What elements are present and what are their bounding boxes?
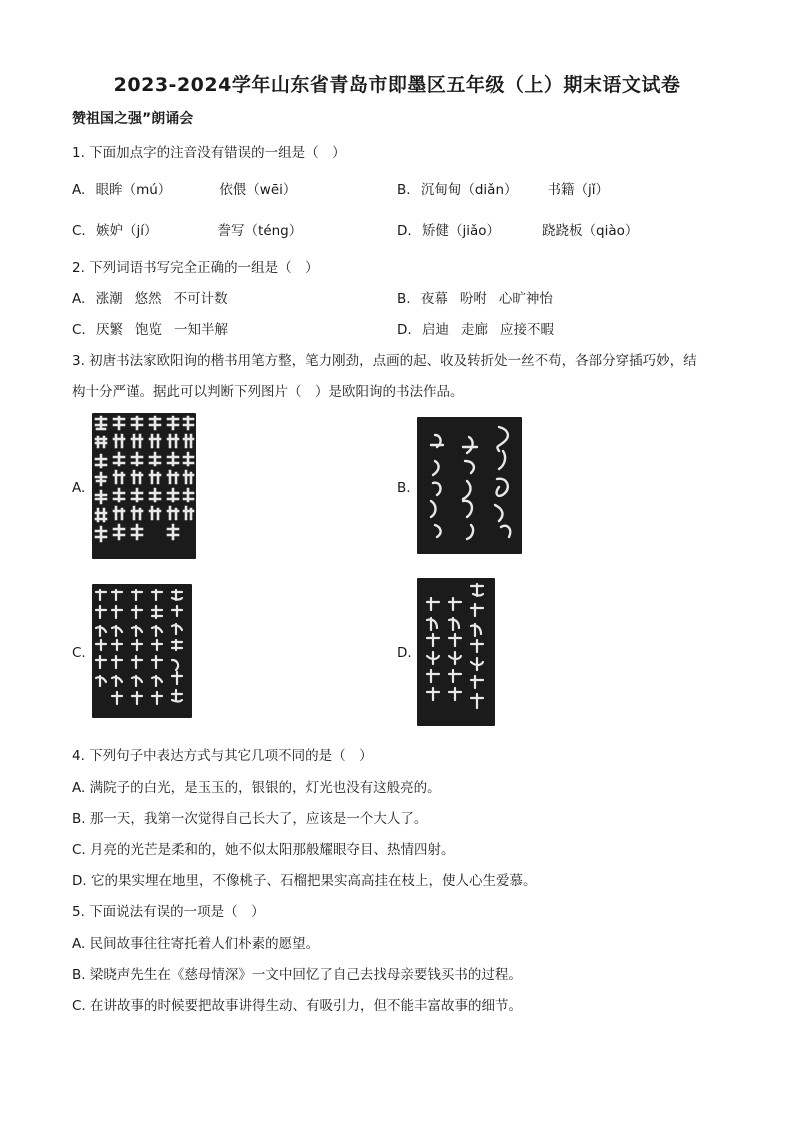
option-word: 一知半解 [174,322,229,338]
q5-option-a[interactable]: A. 民间故事往往寄托着人们朴素的愿望。 [72,936,320,952]
option-word: 心旷神怡 [498,291,553,307]
option-word: 誊写（téng） [217,223,303,239]
option-word: 矫健（jiǎo） [421,223,501,239]
option-letter: C. [72,322,86,338]
q5-option-b[interactable]: B. 梁晓声先生在《慈母情深》一文中回忆了自己去找母亲要钱买书的过程。 [72,967,522,983]
q2-stem: 2. 下列词语书写完全正确的一组是（ ） [72,260,319,276]
option-word: 眼眸（mú） [95,182,172,198]
option-word: 嫉妒（jí） [96,223,158,239]
option-word: 启迪 [421,322,449,338]
option-word: 跷跷板（qiào） [542,223,639,239]
option-letter: D. [397,322,412,338]
q3-stem-line1: 3. 初唐书法家欧阳询的楷书用笔方整，笔力刚劲，点画的起、收及转折处一丝不苟，各部分穿插巧妙，结 [72,353,697,369]
q3-option-b-letter[interactable]: B. [397,480,411,496]
q4-option-b[interactable]: B. 那一天，我第一次觉得自己长大了，应该是一个大人了。 [72,811,428,827]
option-letter: D. [397,223,412,239]
option-word: 夜幕 [420,291,448,307]
calligraphy-cursive-script-image[interactable] [417,417,522,554]
q3-option-d-letter[interactable]: D. [397,645,412,661]
option-word: 走廊 [460,322,488,338]
option-word: 书籍（jǐ） [547,182,610,198]
page-title: 2023-2024学年山东省青岛市即墨区五年级（上）期末语文试卷 [113,74,681,96]
q1-option-a[interactable] [72,178,296,198]
calligraphy-regular-script-image[interactable] [92,413,196,559]
q1-option-b[interactable] [397,178,609,198]
q2-option-d[interactable] [397,318,554,338]
q4-option-d[interactable]: D. 它的果实埋在地里，不像桃子、石榴把果实高高挂在枝上，使人心生爱慕。 [72,873,537,889]
option-letter: A. [72,182,86,198]
option-word: 吩咐 [459,291,487,307]
q4-option-c[interactable]: C. 月亮的光芒是柔和的，她不似太阳那般耀眼夺目、热情四射。 [72,842,455,858]
q4-option-a[interactable]: A. 满院子的白光，是玉玉的，银银的，灯光也没有这般亮的。 [72,780,441,796]
section-title: 赞祖国之强”朗诵会 [72,111,194,127]
q3-option-c-letter[interactable]: C. [72,645,86,661]
option-letter: B. [397,291,411,307]
q2-option-b[interactable] [397,287,553,307]
q2-option-a[interactable] [72,287,228,307]
q5-option-c[interactable]: C. 在讲故事的时候要把故事讲得生动、有吸引力，但不能丰富故事的细节。 [72,998,523,1014]
option-word: 应接不暇 [499,322,554,338]
q1-option-d[interactable] [397,219,638,239]
option-letter: A. [72,291,86,307]
option-word: 悠然 [134,291,162,307]
calligraphy-running-script-image[interactable] [92,584,192,718]
q5-stem: 5. 下面说法有误的一项是（ ） [72,904,265,920]
option-letter: C. [72,223,86,239]
q4-stem: 4. 下列句子中表达方式与其它几项不同的是（ ） [72,748,373,764]
q1-stem: 1. 下面加点字的注音没有错误的一组是（ ） [72,145,346,161]
q1-option-c[interactable] [72,219,302,239]
option-word: 沉甸甸（diǎn） [420,182,518,198]
option-word: 不可计数 [173,291,228,307]
q2-option-c[interactable] [72,318,228,338]
option-word: 依偎（wēi） [219,182,297,198]
option-word: 饱览 [135,322,163,338]
option-word: 涨潮 [95,291,123,307]
calligraphy-running-script-2-image[interactable] [417,578,495,726]
option-word: 厌繁 [96,322,124,338]
q3-stem-line2: 构十分严谨。据此可以判断下列图片（ ）是欧阳询的书法作品。 [72,384,464,400]
q3-option-a-letter[interactable]: A. [72,480,86,496]
option-letter: B. [397,182,411,198]
